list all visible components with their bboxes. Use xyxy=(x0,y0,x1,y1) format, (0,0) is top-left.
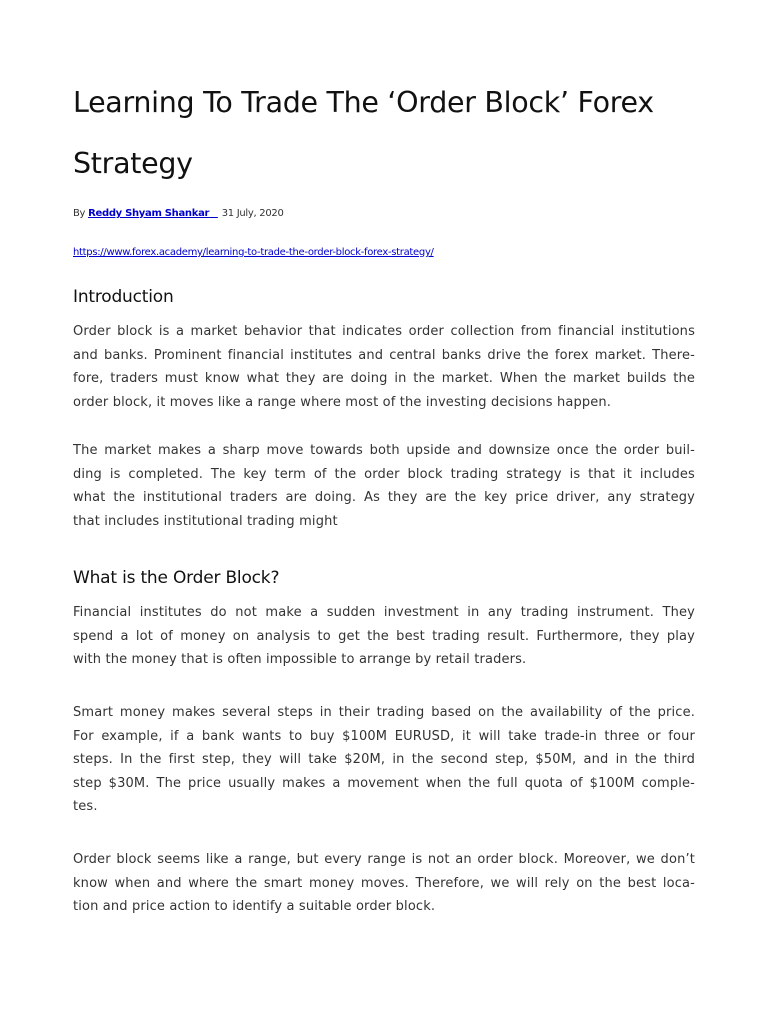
paragraph xyxy=(73,320,695,414)
paragraph-line: steps. In the first step, they will take $20M, in the second step, $50M, and in the third xyxy=(73,752,695,767)
paragraph-line: Financial institutes do not make a sudden investment in any trading instrument. They xyxy=(73,605,695,620)
paragraph-line: Order block seems like a range, but every range is not an order block. Moreover, we don’t xyxy=(73,852,695,867)
paragraph-line: spend a lot of money on analysis to get the best trading result. Furthermore, they play xyxy=(73,628,695,644)
paragraph xyxy=(73,701,695,819)
paragraph-line: For example, if a bank wants to buy $100M EURUSD, it will take trade-in three or four xyxy=(73,728,695,744)
section-heading-introduction: Introduction xyxy=(73,287,174,307)
paragraph-line: what the institutional traders are doing. As they are the key price driver, any strategy xyxy=(73,490,695,505)
paragraph-line: ding is completed. The key term of the order block trading strategy is that it includes xyxy=(73,466,695,482)
paragraph-line: fore, traders must know what they are doing in the market. When the market builds the xyxy=(73,371,695,386)
byline-prefix: By xyxy=(73,208,86,219)
paragraph xyxy=(73,848,695,919)
paragraph-line: know when and where the smart money moves. Therefore, we will rely on the best loca- xyxy=(73,875,695,891)
paragraph-line: that includes institutional trading might xyxy=(73,513,338,529)
paragraph-line: Smart money makes several steps in their trading based on the availability of the price. xyxy=(73,705,695,720)
article-title-line-2: Strategy xyxy=(73,147,193,180)
paragraph-line: tes. xyxy=(73,799,98,814)
article-title xyxy=(73,72,713,194)
publish-date: 31 July, 2020 xyxy=(221,208,284,219)
section-heading-what-is-order-block: What is the Order Block? xyxy=(73,568,280,588)
paragraph-line: Order block is a market behavior that indicates order collection from financial institutions xyxy=(73,324,695,339)
paragraph-line: and banks. Prominent financial institutes and central banks drive the forex market. There- xyxy=(73,347,695,363)
paragraph-line: order block, it moves like a range where most of the investing decisions happen. xyxy=(73,394,612,410)
paragraph-line: tion and price action to identify a suitable order block. xyxy=(73,899,436,914)
source-url-link[interactable]: https://www.forex.academy/learning-to-trade-the-order-block-forex-strategy/ xyxy=(73,247,434,258)
byline xyxy=(73,207,284,221)
article-title-line-1: Learning To Trade The ‘Order Block’ Forex xyxy=(73,86,654,119)
paragraph xyxy=(73,439,695,533)
paragraph-line: step $30M. The price usually makes a movement when the full quota of $100M comple- xyxy=(73,775,695,791)
author-link[interactable]: Reddy Shyam Shankar xyxy=(88,208,210,219)
paragraph-line: with the money that is often impossible to arrange by retail traders. xyxy=(73,652,527,667)
paragraph-line: The market makes a sharp move towards both upside and downsize once the order buil- xyxy=(73,443,695,458)
paragraph xyxy=(73,601,695,672)
